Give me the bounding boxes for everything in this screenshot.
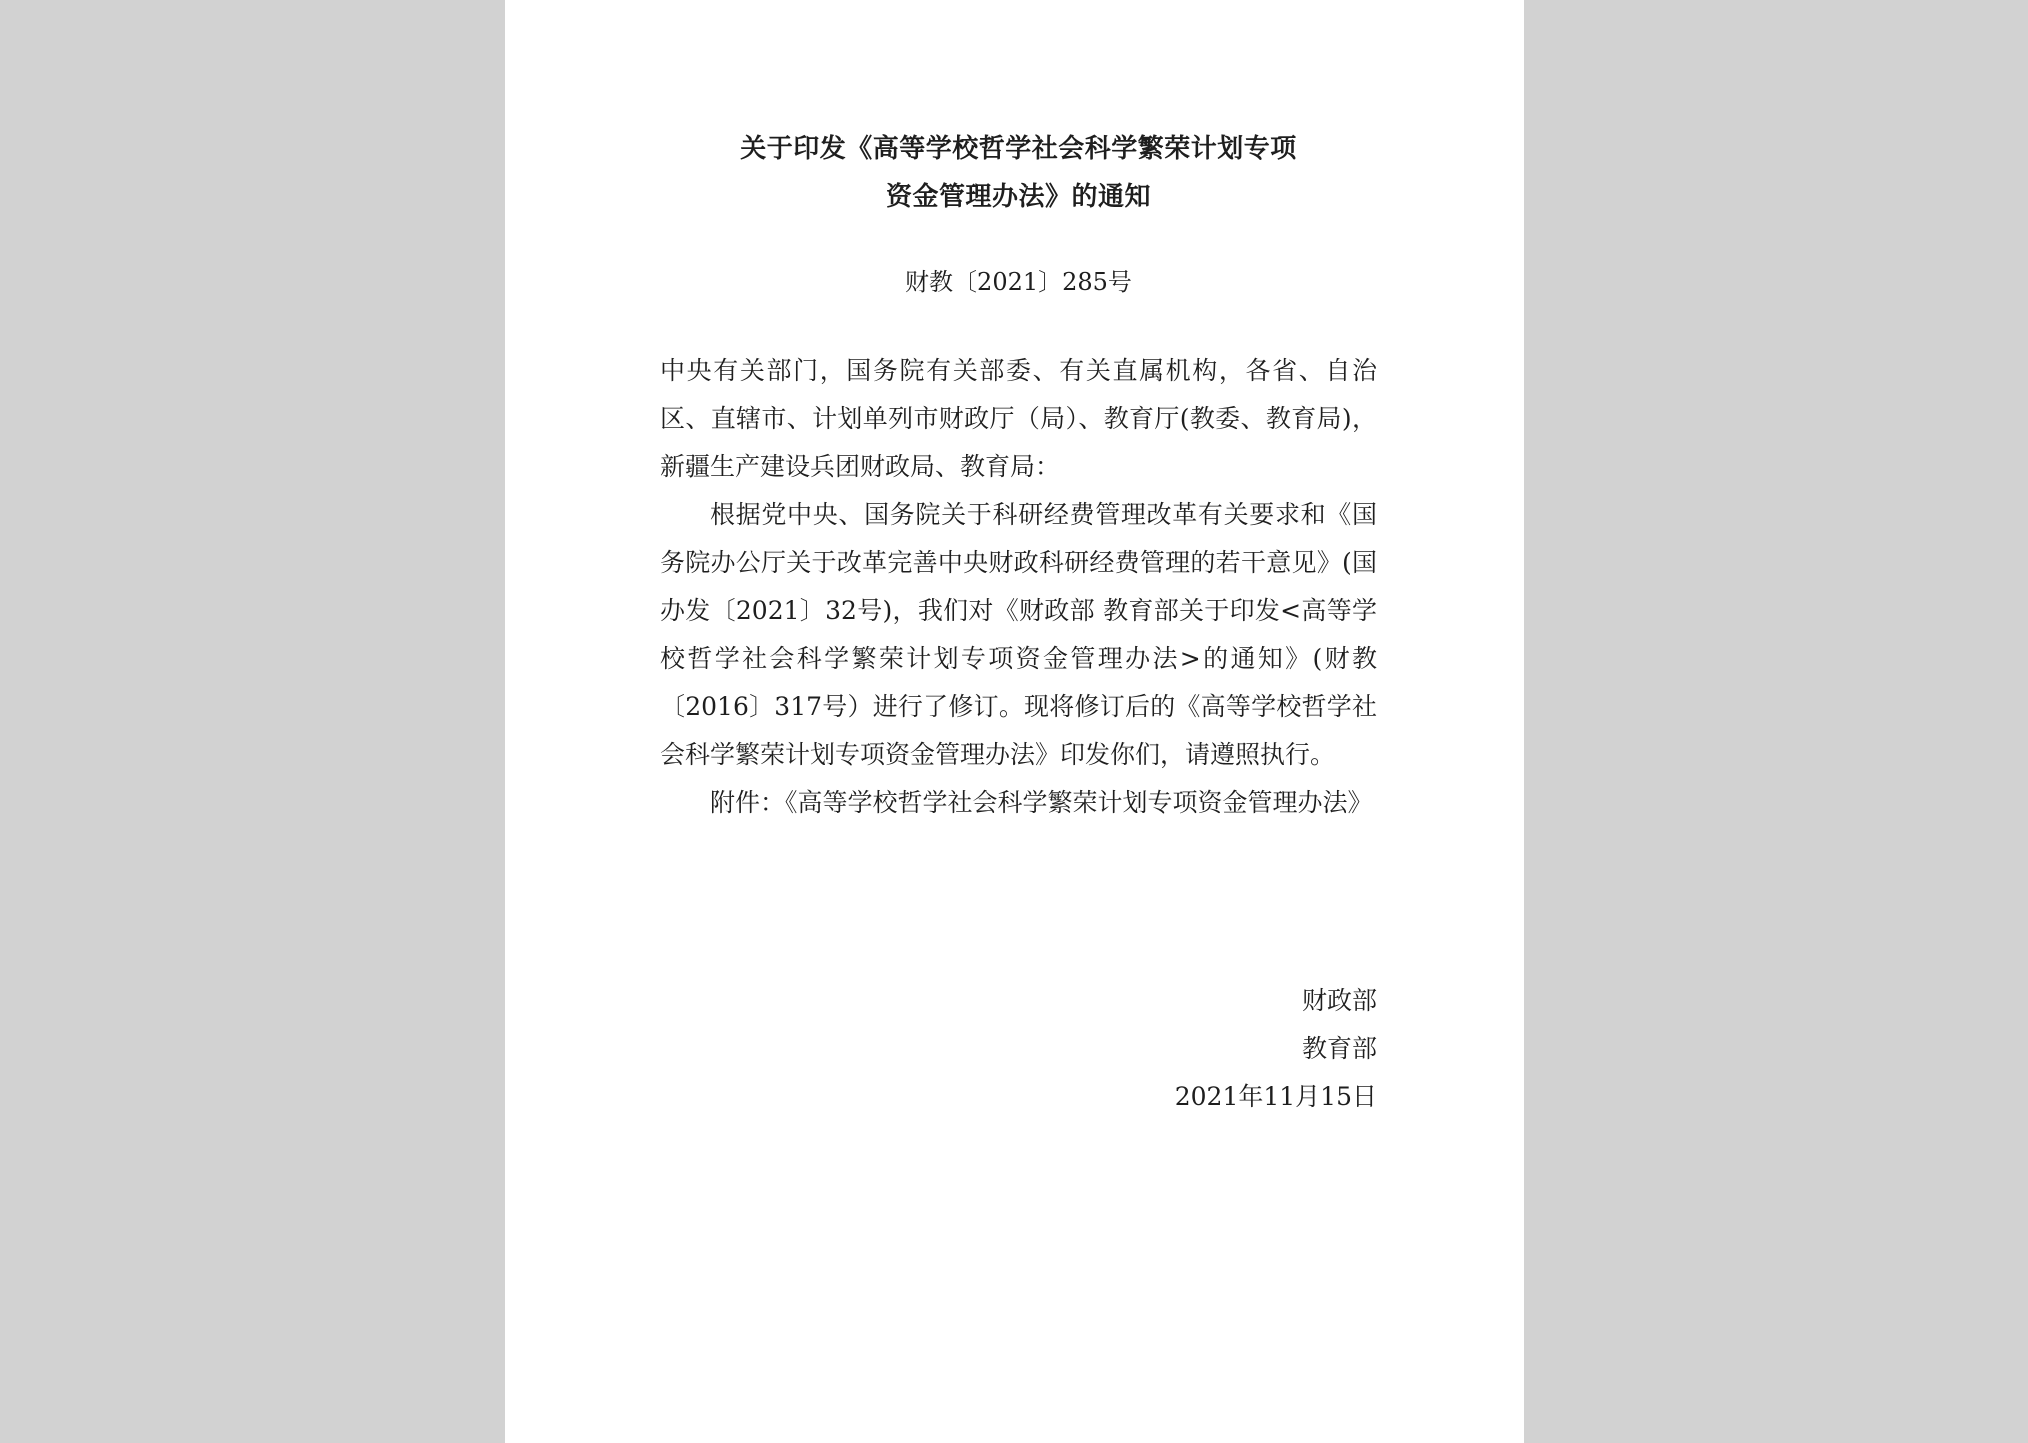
issuer-ministry-of-finance: 财政部 [1301, 986, 1377, 1015]
main-paragraph: 根据党中央、国务院关于科研经费管理改革有关要求和《国务院办公厅关于改革完善中央财政科研经费管理的若干意见》(国办发〔2021〕32号)，我们对《财政部 教育部关于印发<高等学校哲学社会科学繁荣计划专项资金管理办法>的通知》(财教〔2016〕317号）进行了修订。现将修订后的《高等学校哲学社会科学繁荣计划专项资金管理办法》印发你们，请遵照执行。 [660, 500, 1377, 769]
document-body [660, 347, 1377, 827]
issue-date: 2021年11月15日 [1174, 1082, 1377, 1111]
document-number: 财教〔2021〕285号 [905, 268, 1132, 296]
document-content [660, 125, 1377, 1121]
issuer-ministry-of-education: 教育部 [1301, 1034, 1377, 1063]
signature-block [660, 977, 1377, 1121]
addressee-paragraph: 中央有关部门，国务院有关部委、有关直属机构，各省、自治区、直辖市、计划单列市财政厅（局）、教育厅(教委、教育局)，新疆生产建设兵团财政局、教育局： [660, 356, 1377, 481]
attachment-paragraph: 附件：《高等学校哲学社会科学繁荣计划专项资金管理办法》 [710, 788, 1373, 817]
document-title [660, 125, 1377, 221]
document-page [505, 0, 1524, 1443]
title-line-1: 关于印发《高等学校哲学社会科学繁荣计划专项 [740, 134, 1297, 164]
title-line-2: 资金管理办法》的通知 [885, 182, 1151, 212]
